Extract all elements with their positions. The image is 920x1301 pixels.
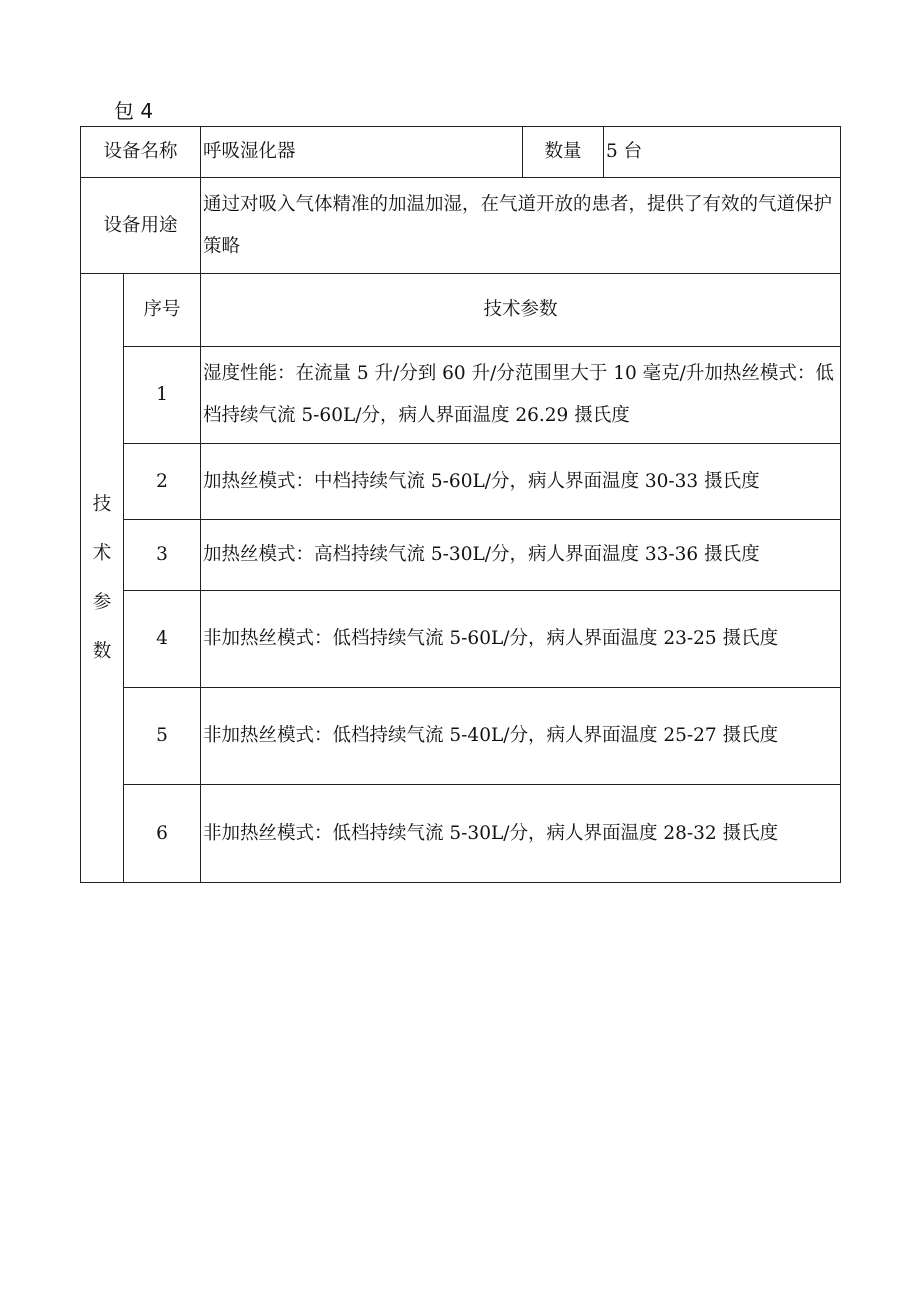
tech-header-row: [81, 274, 841, 347]
tech-section-char: 数: [92, 641, 112, 662]
table-row: [81, 591, 841, 688]
row-param-text: 加热丝模式：高档持续气流 5-30L/分，病人界面温度 33-36 摄氏度: [201, 520, 841, 591]
quantity-label: 数量: [523, 127, 604, 178]
equipment-usage-label: 设备用途: [81, 178, 201, 274]
row-index: 4: [124, 591, 201, 688]
row-index: 2: [124, 444, 201, 520]
table-row: [81, 785, 841, 883]
row-param-text: 非加热丝模式：低档持续气流 5-40L/分，病人界面温度 25-27 摄氏度: [201, 688, 841, 785]
tech-section-label: [81, 274, 124, 883]
row-param-text: 湿度性能：在流量 5 升/分到 60 升/分范围里大于 10 毫克/升加热丝模式：低档持续气流 5-60L/分，病人界面温度 26.29 摄氏度: [201, 347, 841, 444]
param-header: 技术参数: [201, 274, 841, 347]
table-row: [81, 347, 841, 444]
tech-section-char: 技: [92, 494, 112, 515]
tech-section-char: 参: [92, 592, 112, 613]
quantity-value: 5 台: [604, 127, 841, 178]
equipment-name-value: 呼吸湿化器: [201, 127, 523, 178]
equipment-name-label: 设备名称: [81, 127, 201, 178]
equipment-usage-row: [81, 178, 841, 274]
index-header: 序号: [124, 274, 201, 347]
row-param-text: 加热丝模式：中档持续气流 5-60L/分，病人界面温度 30-33 摄氏度: [201, 444, 841, 520]
equipment-spec-table: [80, 126, 841, 883]
table-row: [81, 520, 841, 591]
equipment-name-row: [81, 127, 841, 178]
equipment-usage-value: 通过对吸入气体精准的加温加湿，在气道开放的患者，提供了有效的气道保护策略: [201, 178, 841, 274]
row-param-text: 非加热丝模式：低档持续气流 5-60L/分，病人界面温度 23-25 摄氏度: [201, 591, 841, 688]
table-row: [81, 688, 841, 785]
row-index: 1: [124, 347, 201, 444]
row-index: 5: [124, 688, 201, 785]
row-param-text: 非加热丝模式：低档持续气流 5-30L/分，病人界面温度 28-32 摄氏度: [201, 785, 841, 883]
tech-section-char: 术: [92, 543, 112, 564]
row-index: 6: [124, 785, 201, 883]
row-index: 3: [124, 520, 201, 591]
package-label: 包 4: [114, 99, 154, 123]
table-row: [81, 444, 841, 520]
